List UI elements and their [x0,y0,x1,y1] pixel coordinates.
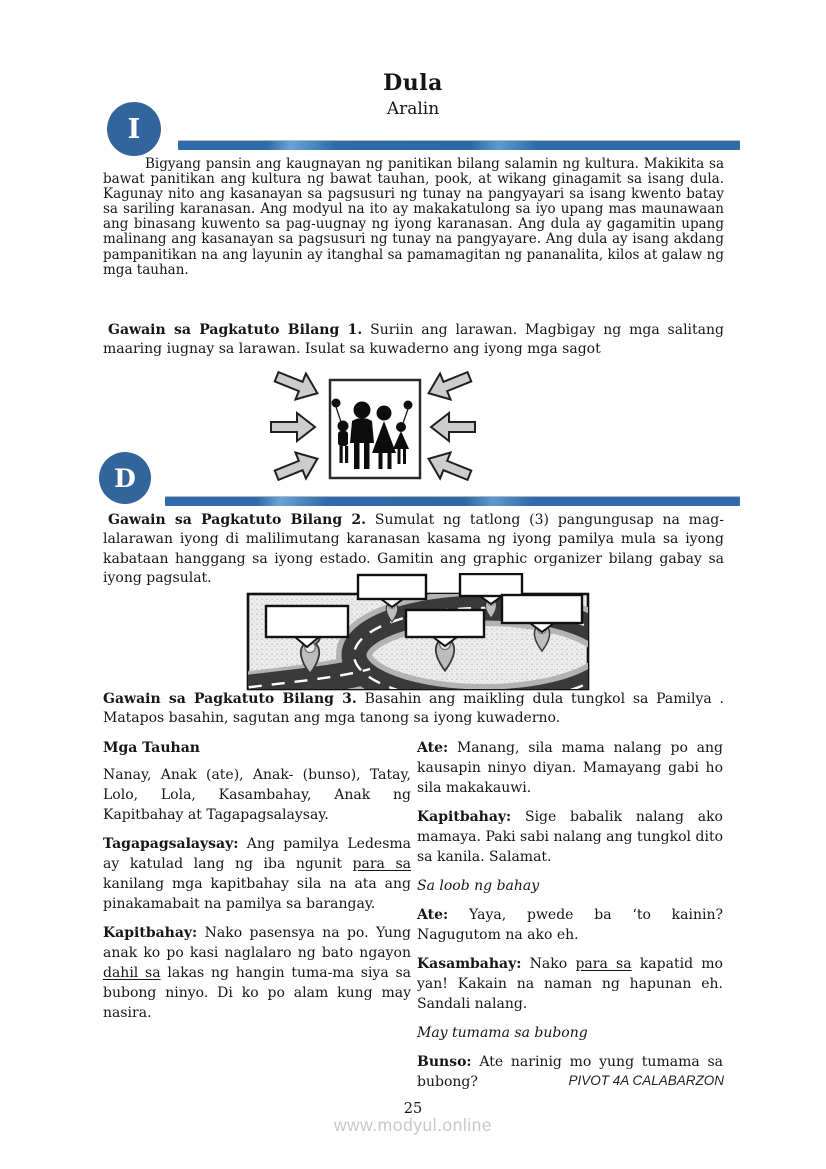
dialogue-line: Ate: Manang, sila mama nalang po ang kausapin ninyo diyan. Mamayang gabi ho sila makakauwi. [417,740,723,796]
activity-1-title: Gawain sa Pagkatuto Bilang 1. [108,322,363,338]
speaker-name: Bunso: [417,1054,472,1070]
page-number: 25 [403,1101,423,1117]
activity-3-body: Basahin ang maikling dula tungkol sa Pamilya . Matapos basahin, sagutan ang mga tanong sa iyong kuwaderno. [103,691,724,727]
speaker-name: Kapitbahay: [417,809,512,825]
section-badge-i: I [107,102,161,156]
section-badge-d: D [99,452,151,504]
script-column-left [103,738,411,1032]
arrow-icons-left [271,364,323,487]
family-with-arrows-figure [267,363,479,487]
cast-heading: Mga Tauhan [103,740,200,756]
cast-list: Nanay, Anak (ate), Anak- (bunso), Tatay, Lolo, Lola, Kasambahay, Anak ng Kapitbahay at Tagapagsalaysay. [103,767,411,823]
script-column-right [417,738,723,1101]
dialogue-line: Kasambahay: Nako para sa kapatid mo yan! Kakain na naman ng hapunan eh. Sandali nalang. [417,956,723,1012]
speaker-name: Tagapagsalaysay: [103,836,239,852]
speaker-name: Ate: [417,907,449,923]
underlined-phrase: para sa [352,856,411,872]
underlined-phrase: para sa [575,956,632,972]
dialogue-line: Ate: Yaya, pwede ba ‘to kainin? Nagugutom na ako eh. [417,907,723,943]
arrow-icons-right [423,364,475,487]
intro-paragraph: Bigyang pansin ang kaugnayan ng panitikan bilang salamin ng kultura. Makikita sa bawat panitikan ang kultura ng bawat tauhan, pook, at wikang ginagamit sa isang dula. Kagunay nito ang kasanayan sa pagsusuri ng tunay na pangyayari sa isang kwento batay sa sariling karanasan. Ang modyul na ito ay makakatulong sa iyo upang mas maunawaan ang binasang kuwento sa pag-uugnay ng iyong karanasan. Ang dula ay gagamitin upang malinang ang kasanayan sa pagsusuri ng tunay na pangyayare. Ang dula ay isang akdang pampanitikan na ang layunin ay itanghal sa pamamagitan ng pananalita, kilos at galaw ng mga tauhan. [103,156,724,278]
page-title: Dula [383,70,443,96]
speaker-name: Kasambahay: [417,956,522,972]
dialogue-line: Kapitbahay: Sige babalik nalang ako mamaya. Paki sabi nalang ang tungkol dito sa kanila. Salamat. [417,809,723,865]
activity-2-body: Sumulat ng tatlong (3) pangungusap na mag-lalarawan iyong di malilimutang karanasan kasama ng iyong pamilya mula sa iyong kabataan hanggang sa iyong estado. Gamitin ang graphic organizer bilang gabay sa iyong pagsulat. [103,512,724,587]
stage-direction: May tumama sa bubong [417,1025,588,1041]
section-divider-bar [178,141,740,150]
activity-1-body: Suriin ang larawan. Magbigay ng mga salitang maaring iugnay sa larawan. Isulat sa kuwaderno ang iyong mga sagot [103,322,724,358]
dialogue-line: Bunso: Ate narinig mo yung tumama sa bubong? [417,1054,723,1090]
road-graphic-organizer-figure [246,573,590,692]
stage-direction: Sa loob ng bahay [417,878,540,894]
dialogue-line: Tagapagsalaysay: Ang pamilya Ledesma ay katulad lang ng iba ngunit para sa kanilang mga kapitbahay sila na ata ang pinakamabait na pamilya sa barangay. [103,836,411,912]
footer-pivot-label: PIVOT 4A CALABARZON [568,1073,724,1088]
speaker-name: Ate: [417,740,449,756]
activity-1 [103,321,724,360]
page-subtitle: Aralin [386,99,440,119]
activity-2-title: Gawain sa Pagkatuto Bilang 2. [108,512,367,528]
section-divider-bar-2 [165,497,740,506]
underlined-phrase: dahil sa [103,965,161,981]
activity-3-title: Gawain sa Pagkatuto Bilang 3. [103,691,357,707]
watermark-url: www.modyul.online [333,1115,493,1135]
dialogue-line: Kapitbahay: Nako pasensya na po. Yung anak ko po kasi naglalaro ng bato ngayon dahil sa lakas ng hangin tuma-ma siya sa bubong ninyo. Di ko po alam kung may nasira. [103,925,411,1021]
speaker-name: Kapitbahay: [103,925,198,941]
activity-3 [103,690,724,729]
